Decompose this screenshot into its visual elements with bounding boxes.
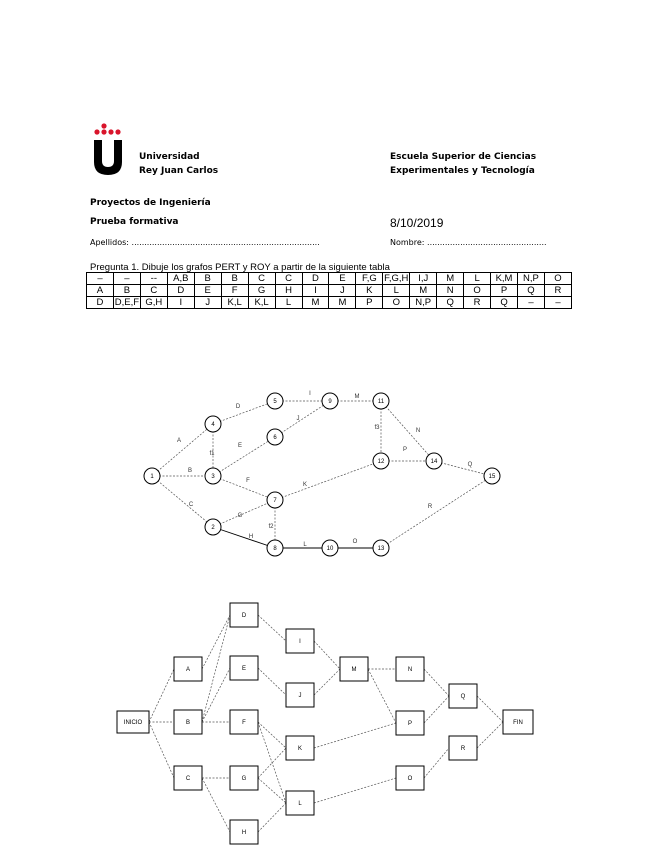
svg-text:O: O bbox=[407, 776, 413, 782]
cell: A,B bbox=[167, 273, 194, 285]
predecessors-row bbox=[87, 273, 572, 285]
pert-label-f2: f2 bbox=[268, 524, 274, 530]
svg-text:7: 7 bbox=[273, 498, 277, 504]
svg-text:F: F bbox=[242, 720, 246, 726]
roy-node-b bbox=[174, 710, 202, 734]
cell: M bbox=[302, 297, 329, 309]
cell: D,E,F bbox=[114, 297, 140, 308]
svg-text:6: 6 bbox=[273, 435, 277, 441]
roy-node-n bbox=[396, 657, 424, 681]
svg-text:P: P bbox=[407, 721, 413, 727]
roy-node-k bbox=[286, 736, 314, 760]
cell: – bbox=[518, 297, 545, 309]
roy-node-m bbox=[340, 657, 368, 681]
cell: F,G,H bbox=[384, 273, 409, 284]
pert-node-12 bbox=[373, 453, 389, 469]
cell: E bbox=[194, 285, 221, 297]
pert-label-a: A bbox=[176, 438, 182, 444]
svg-text:4: 4 bbox=[211, 422, 215, 428]
question-text: Pregunta 1. Dibuje los grafos PERT y ROY a partir de la siguiente tabla bbox=[90, 262, 390, 273]
pert-node-1 bbox=[144, 468, 160, 484]
pert-node-15 bbox=[484, 468, 500, 484]
cell: – bbox=[113, 273, 140, 285]
cell: D bbox=[87, 297, 114, 309]
pert-label-h: H bbox=[248, 534, 254, 540]
cell: Q bbox=[518, 285, 545, 297]
cell: N,P bbox=[518, 273, 545, 285]
cell: J bbox=[194, 297, 221, 309]
svg-text:5: 5 bbox=[273, 399, 277, 405]
cell: M bbox=[329, 297, 356, 309]
pert-label-k: K bbox=[302, 482, 308, 488]
roy-node-a bbox=[174, 657, 202, 681]
pert-edges bbox=[152, 401, 492, 548]
roy-node-o bbox=[396, 766, 424, 790]
svg-text:B: B bbox=[185, 720, 191, 726]
pert-node-6 bbox=[267, 429, 283, 445]
cell: P bbox=[356, 297, 383, 309]
pert-node-7 bbox=[267, 492, 283, 508]
pert-label-m: M bbox=[354, 394, 360, 400]
cell: Q bbox=[491, 297, 518, 309]
roy-node-e bbox=[230, 656, 258, 680]
roy-node-r bbox=[449, 736, 477, 760]
svg-text:13: 13 bbox=[377, 546, 385, 552]
svg-text:C: C bbox=[185, 776, 191, 782]
successors-row bbox=[87, 297, 572, 309]
roy-node-inicio bbox=[117, 711, 149, 733]
university-name bbox=[139, 150, 218, 178]
cell: M bbox=[437, 273, 464, 285]
pert-node-3 bbox=[205, 468, 221, 484]
pert-graph bbox=[0, 385, 655, 560]
svg-text:Q: Q bbox=[460, 694, 466, 700]
svg-text:2: 2 bbox=[211, 525, 215, 531]
cell: A bbox=[87, 285, 114, 297]
pert-label-d: D bbox=[235, 404, 241, 410]
cell: – bbox=[87, 273, 114, 285]
cell: I bbox=[302, 285, 329, 297]
cell: I,J bbox=[410, 273, 437, 285]
university-line1: Universidad bbox=[139, 152, 200, 162]
cell: M bbox=[410, 285, 437, 297]
test-title: Prueba formativa bbox=[90, 217, 179, 227]
roy-node-fin bbox=[503, 710, 533, 734]
svg-text:K: K bbox=[297, 746, 303, 752]
svg-text:R: R bbox=[460, 746, 466, 752]
roy-node-q bbox=[449, 684, 477, 708]
pert-node-8 bbox=[267, 540, 283, 556]
cell: G bbox=[248, 285, 275, 297]
cell: K,L bbox=[221, 297, 248, 309]
cell: H bbox=[275, 285, 302, 297]
roy-node-c bbox=[174, 766, 202, 790]
pert-node-14 bbox=[426, 453, 442, 469]
svg-text:12: 12 bbox=[377, 459, 385, 465]
svg-text:11: 11 bbox=[377, 399, 385, 405]
cell: N,P bbox=[410, 297, 437, 309]
cell: – bbox=[544, 297, 571, 309]
pert-label-l: L bbox=[303, 542, 307, 548]
svg-text:I: I bbox=[299, 639, 301, 645]
svg-text:N: N bbox=[407, 667, 413, 673]
pert-nodes bbox=[144, 393, 500, 556]
svg-text:15: 15 bbox=[488, 474, 496, 480]
pert-label-c: C bbox=[188, 502, 194, 508]
svg-text:3: 3 bbox=[211, 474, 215, 480]
pert-label-q: Q bbox=[467, 462, 473, 468]
pert-node-11 bbox=[373, 393, 389, 409]
pert-node-4 bbox=[205, 416, 221, 432]
pert-node-2 bbox=[205, 519, 221, 535]
school-line1: Escuela Superior de Ciencias bbox=[390, 152, 537, 162]
cell: F bbox=[221, 285, 248, 297]
university-line2: Rey Juan Carlos bbox=[139, 166, 219, 176]
cell: N bbox=[437, 285, 464, 297]
pert-node-5 bbox=[267, 393, 283, 409]
activity-table bbox=[86, 272, 572, 309]
nombre-field: Nombre: ............................................... bbox=[390, 238, 547, 247]
svg-text:L: L bbox=[298, 801, 302, 807]
svg-text:8: 8 bbox=[273, 546, 277, 552]
school-line2: Experimentales y Tecnología bbox=[390, 166, 535, 176]
date: 8/10/2019 bbox=[390, 216, 444, 230]
cell: -- bbox=[140, 273, 167, 285]
roy-graph bbox=[0, 598, 655, 848]
pert-label-b: B bbox=[187, 468, 193, 474]
cell: B bbox=[221, 273, 248, 285]
course-title: Proyectos de Ingeniería bbox=[90, 198, 211, 208]
roy-node-f bbox=[230, 710, 258, 734]
svg-text:10: 10 bbox=[326, 546, 334, 552]
cell: B bbox=[113, 285, 140, 297]
pert-label-f1: f1 bbox=[209, 451, 215, 457]
cell: C bbox=[248, 273, 275, 285]
pert-label-f: F bbox=[246, 478, 250, 484]
svg-text:D: D bbox=[241, 613, 247, 619]
cell: O bbox=[464, 285, 491, 297]
svg-text:E: E bbox=[241, 666, 247, 672]
svg-text:9: 9 bbox=[328, 399, 332, 405]
cell: O bbox=[544, 273, 571, 285]
cell: E bbox=[329, 273, 356, 285]
cell: D bbox=[302, 273, 329, 285]
cell: G,H bbox=[140, 297, 167, 309]
roy-node-i bbox=[286, 629, 314, 653]
roy-node-h bbox=[230, 820, 258, 844]
roy-nodes bbox=[117, 603, 533, 844]
cell: L bbox=[383, 285, 410, 297]
cell: R bbox=[464, 297, 491, 309]
cell: D bbox=[167, 285, 194, 297]
pert-label-j: J bbox=[296, 416, 300, 422]
svg-text:H: H bbox=[241, 830, 247, 836]
pert-label-f3: f3 bbox=[374, 425, 380, 431]
cell: L bbox=[464, 273, 491, 285]
svg-text:FIN: FIN bbox=[513, 720, 523, 726]
roy-node-j bbox=[286, 683, 314, 707]
svg-text:14: 14 bbox=[430, 459, 438, 465]
roy-node-d bbox=[230, 603, 258, 627]
cell: K bbox=[356, 285, 383, 297]
roy-node-g bbox=[230, 766, 258, 790]
roy-node-l bbox=[286, 791, 314, 815]
pert-label-n: N bbox=[415, 428, 421, 434]
svg-text:J: J bbox=[298, 693, 302, 699]
svg-text:INICIO: INICIO bbox=[123, 720, 143, 726]
cell: O bbox=[383, 297, 410, 309]
cell: F,G bbox=[356, 273, 383, 285]
pert-label-o: O bbox=[352, 539, 358, 545]
cell: I bbox=[167, 297, 194, 309]
cell: K,M bbox=[491, 273, 518, 285]
pert-node-9 bbox=[322, 393, 338, 409]
pert-label-g: G bbox=[237, 513, 243, 519]
pert-label-r: R bbox=[427, 504, 433, 510]
pert-node-10 bbox=[322, 540, 338, 556]
cell: C bbox=[275, 273, 302, 285]
svg-text:M: M bbox=[351, 667, 357, 673]
cell: K,L bbox=[248, 297, 275, 309]
pert-label-e: E bbox=[237, 443, 243, 449]
pert-label-i: I bbox=[309, 391, 311, 397]
school-name bbox=[390, 150, 536, 178]
svg-text:1: 1 bbox=[150, 474, 154, 480]
cell: J bbox=[329, 285, 356, 297]
apellidos-field: Apellidos: .......................................................................... bbox=[90, 238, 320, 247]
cell: R bbox=[544, 285, 571, 297]
cell: B bbox=[194, 273, 221, 285]
cell: C bbox=[140, 285, 167, 297]
cell: L bbox=[275, 297, 302, 309]
cell: Q bbox=[437, 297, 464, 309]
urjc-logo bbox=[92, 123, 128, 175]
pert-edge-labels bbox=[177, 391, 473, 548]
svg-text:G: G bbox=[241, 776, 247, 782]
svg-text:A: A bbox=[185, 667, 191, 673]
roy-node-p bbox=[396, 711, 424, 735]
activities-row bbox=[87, 285, 572, 297]
pert-node-13 bbox=[373, 540, 389, 556]
pert-label-p: P bbox=[402, 447, 408, 453]
cell: P bbox=[491, 285, 518, 297]
